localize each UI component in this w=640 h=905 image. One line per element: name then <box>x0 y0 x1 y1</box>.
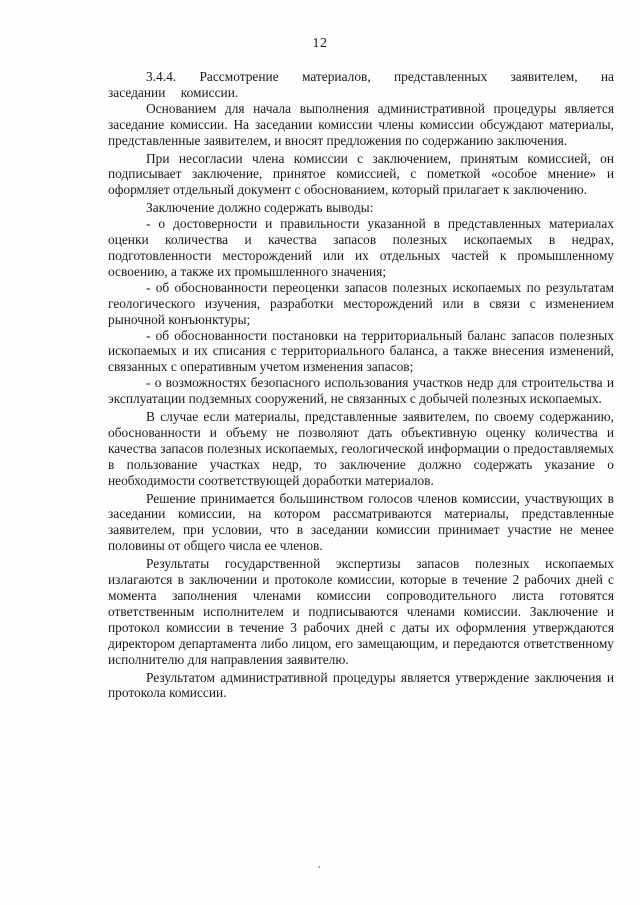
scan-speck <box>318 866 320 868</box>
list-item-reliability: - о достоверности и правильности указанной в представленных материалах оценки количества и качества запасов полезных ископаемых в недрах, подготовленности месторождений или их отдельных частей к промышленному освоению, а также их промышленного значения; <box>108 216 614 279</box>
document-body <box>108 69 614 703</box>
paragraph-disagreement: При несогласии члена комиссии с заключением, принятым комиссией, он подписывает заключение, принятое комиссией, с пометкой «особое мнение» и оформляет отдельный документ с обоснованием, который прилагает к заключению. <box>108 150 614 198</box>
list-item-safe-use: - о возможностях безопасного использования участков недр для строительства и эксплуатации подземных сооружений, не связанных с добычей полезных ископаемых. <box>108 375 614 407</box>
page-number: 12 <box>312 36 328 51</box>
paragraph-basis: Основанием для начала выполнения административной процедуры является заседание комиссии. На заседании комиссии члены комиссии обсуждают материалы, представленные заявителем, и вносят предложения по содержанию заключения. <box>108 100 614 148</box>
paragraph-decision: Решение принимается большинством голосов членов комиссии, участвующих в заседании комиссии, на котором рассматриваются материалы, представленные заявителем, при условии, что в заседании комиссии принимает участие не менее половины от общего числа ее членов. <box>108 490 614 554</box>
paragraph-results: Результаты государственной экспертизы запасов полезных ископаемых излагаются в заключении и протоколе комиссии, которые в течение 2 рабочих дней с момента заполнения членами комиссии сопроводительного листа готовятся ответственным исполнителем и подписываются членами комиссии. Заключение и протокол комиссии в течение 3 рабочих дней с даты их оформления утверждаются директором департамента либо лицом, его замещающим, и передаются ответственному исполнителю для направления заявителю. <box>108 556 614 667</box>
section-heading: 3.4.4. Рассмотрение материалов, представленных заявителем, на заседании комиссии. <box>108 69 614 100</box>
list-item-balance: - об обоснованности постановки на территориальный баланс запасов полезных ископаемых и их списания с территориального баланса, а также внесения изменений, связанных с оперативным учетом изменения запасов; <box>108 327 614 375</box>
paragraph-insufficient-materials: В случае если материалы, представленные заявителем, по своему содержанию, обоснованности и объему не позволяют дать объективную оценку количества и качества запасов полезных ископаемых, геологической информации о предоставляемых в пользование участках недр, то заключение должно содержать указание о необходимости соответствующей доработки материалов. <box>108 409 614 488</box>
list-item-revaluation: - об обоснованности переоценки запасов полезных ископаемых по результатам геологического изучения, разработки месторождений или в связи с изменением рыночной конъюнктуры; <box>108 279 614 327</box>
paragraph-outcome: Результатом административной процедуры является утверждение заключения и протокола комиссии. <box>108 669 614 701</box>
paragraph-conclusions-intro: Заключение должно содержать выводы: <box>146 200 374 216</box>
